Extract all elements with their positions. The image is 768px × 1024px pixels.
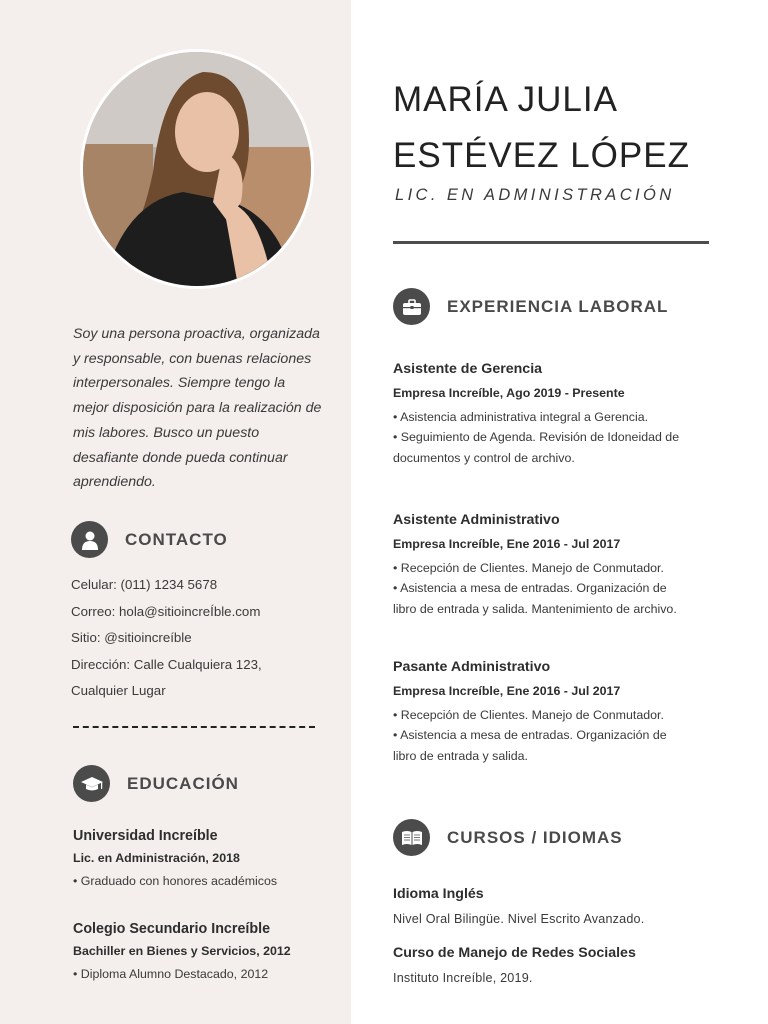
job-description xyxy=(393,558,713,619)
job-line: • Recepción de Clientes. Manejo de Conmutador. xyxy=(393,708,664,722)
job-description xyxy=(393,705,713,766)
profile-photo-image xyxy=(83,52,311,286)
job-company: Empresa Increíble, Ene 2016 - Jul 2017 xyxy=(393,537,621,551)
user-icon xyxy=(71,521,108,558)
about-text: Soy una persona proactiva, organizada y responsable, con buenas relaciones interpersonales. Siempre tengo la mejor disposición para la realización de mis labores. Busco un puesto desafiante donde pueda continuar aprendiendo. xyxy=(73,326,322,491)
job-line: • Seguimiento de Agenda. Revisión de Idoneidad de xyxy=(393,430,680,445)
job-company: Empresa Increíble, Ago 2019 - Presente xyxy=(393,386,625,400)
courses-header xyxy=(393,819,623,856)
header-rule xyxy=(393,241,709,244)
contact-address-city: Cualquier Lugar xyxy=(71,683,166,699)
course-item xyxy=(393,945,713,985)
profile-photo xyxy=(80,49,314,289)
education-note: • Graduado con honores académicos xyxy=(73,874,278,888)
job-line: • Recepción de Clientes. Manejo de Conmutador. xyxy=(393,561,664,575)
course-detail: Nivel Oral Bilingüe. Nivel Escrito Avanzado. xyxy=(393,912,645,926)
education-degree: Bachiller en Bienes y Servicios, 2012 xyxy=(73,944,291,958)
job-line: libro de entrada y salida. Mantenimiento de archivo. xyxy=(393,601,677,616)
education-item xyxy=(73,828,323,888)
contact-site: Sitio: @sitioincreíble xyxy=(71,630,192,646)
full-name xyxy=(393,72,690,184)
job-entry xyxy=(393,361,713,468)
experience-header xyxy=(393,288,668,325)
job-entry xyxy=(393,512,713,619)
briefcase-icon xyxy=(393,288,430,325)
job-line: • Asistencia administrativa integral a Gerencia. xyxy=(393,410,649,424)
contact-list xyxy=(71,572,262,705)
job-company: Empresa Increíble, Ene 2016 - Jul 2017 xyxy=(393,684,621,698)
job-line: documentos y control de archivo. xyxy=(393,450,575,465)
job-description xyxy=(393,407,713,468)
job-title: Asistente Administrativo xyxy=(393,512,560,528)
education-header xyxy=(73,765,239,802)
course-title: Idioma Inglés xyxy=(393,886,484,902)
contact-phone: Celular: (011) 1234 5678 xyxy=(71,577,218,592)
education-degree: Lic. en Administración, 2018 xyxy=(73,851,240,865)
job-entry xyxy=(393,659,713,766)
course-item xyxy=(393,886,713,926)
graduation-cap-icon xyxy=(73,765,110,802)
education-school: Colegio Secundario Increíble xyxy=(73,921,271,937)
job-title: Asistente de Gerencia xyxy=(393,361,543,377)
job-line: • Asistencia a mesa de entradas. Organización de xyxy=(393,728,667,743)
book-icon xyxy=(393,819,430,856)
dashed-divider xyxy=(73,726,315,728)
job-line: • Asistencia a mesa de entradas. Organización de xyxy=(393,581,667,596)
job-line: libro de entrada y salida. xyxy=(393,748,529,763)
contact-title: CONTACTO xyxy=(125,529,228,549)
education-title: EDUCACIÓN xyxy=(127,773,239,793)
contact-header xyxy=(71,521,228,558)
experience-title: EXPERIENCIA LABORAL xyxy=(447,296,669,316)
course-title: Curso de Manejo de Redes Sociales xyxy=(393,945,636,961)
job-title: Pasante Administrativo xyxy=(393,659,551,675)
name-line-2: ESTÉVEZ LÓPEZ xyxy=(393,136,690,175)
education-note: • Diploma Alumno Destacado, 2012 xyxy=(73,967,269,981)
job-role: LIC. EN ADMINISTRACIÓN xyxy=(395,186,675,204)
education-item xyxy=(73,921,323,981)
name-line-1: MARÍA JULIA xyxy=(393,80,618,119)
contact-email: Correo: hola@sitioincreÍble.com xyxy=(71,603,261,619)
courses-title: CURSOS / IDIOMAS xyxy=(447,827,623,847)
education-school: Universidad Increíble xyxy=(73,828,218,844)
contact-address: Dirección: Calle Cualquiera 123, xyxy=(71,656,262,672)
course-detail: Instituto Increíble, 2019. xyxy=(393,971,533,985)
